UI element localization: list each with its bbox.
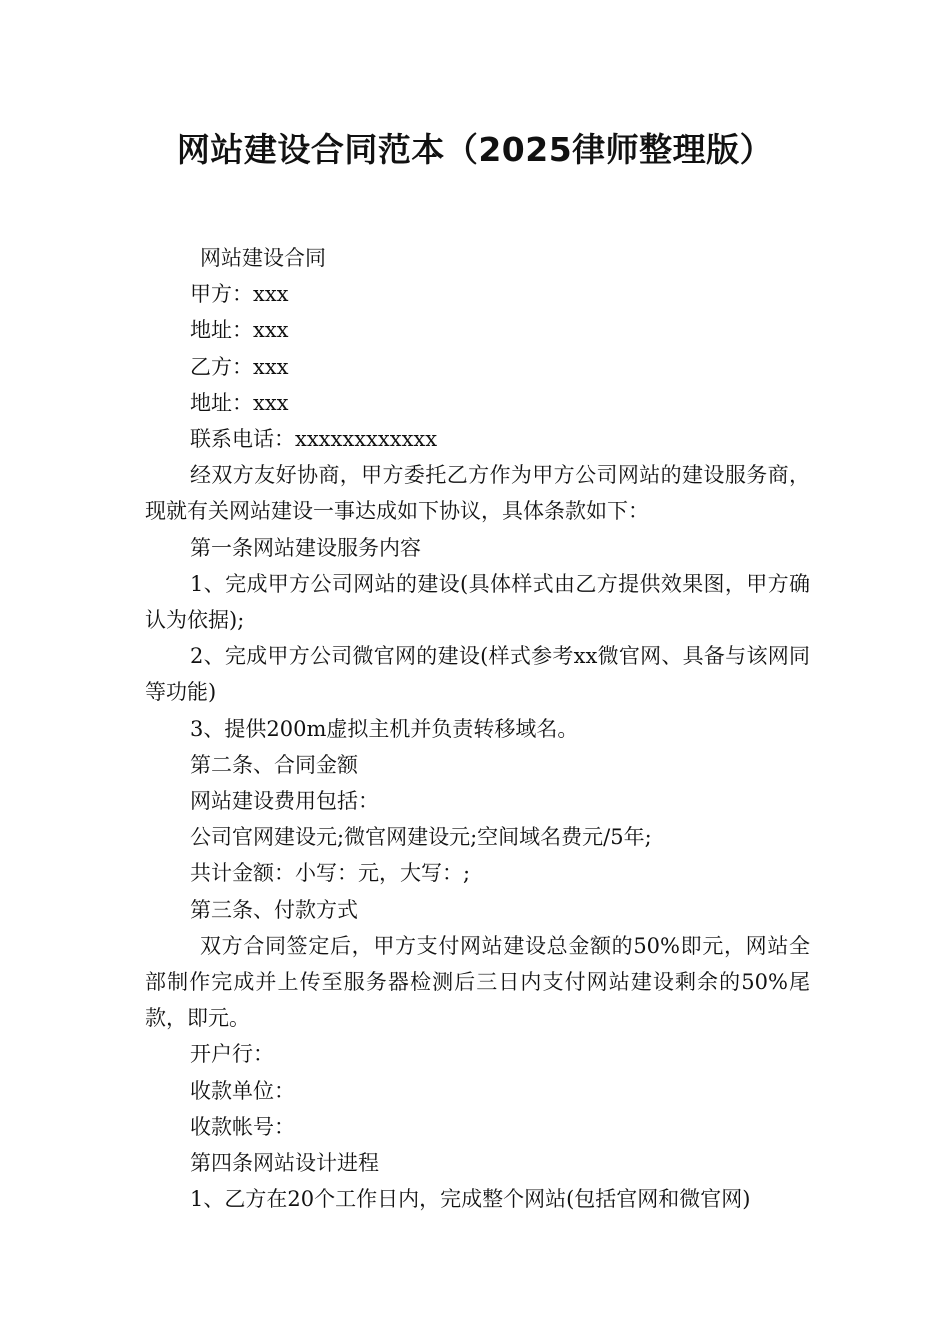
contract-heading: 网站建设合同 xyxy=(200,246,326,270)
article-4-item-1: 1、乙方在20个工作日内，完成整个网站(包括官网和微官网) xyxy=(190,1187,751,1212)
article-1-heading: 第一条网站建设服务内容 xyxy=(190,535,421,560)
fee-breakdown: 公司官网建设元;微官网建设元;空间域名费元/5年; xyxy=(190,825,652,850)
payee-account: 收款帐号： xyxy=(190,1114,295,1139)
bank-name: 开户行： xyxy=(190,1042,274,1067)
article-3-heading: 第三条、付款方式 xyxy=(190,897,358,922)
party-b: 乙方：xxx xyxy=(190,354,289,379)
payee-unit: 收款单位： xyxy=(190,1078,295,1103)
article-1-item-3: 3、提供200m虚拟主机并负责转移域名。 xyxy=(190,716,579,741)
document-body xyxy=(145,240,810,1217)
contact-phone: 联系电话：xxxxxxxxxxxx xyxy=(190,427,438,452)
article-1-item-2: 2、完成甲方公司微官网的建设(样式参考xx微官网、具备与该网同等功能) xyxy=(145,644,810,705)
preamble-paragraph: 经双方友好协商，甲方委托乙方作为甲方公司网站的建设服务商，现就有关网站建设一事达成如下协议，具体条款如下： xyxy=(145,463,810,524)
party-a-address: 地址：xxx xyxy=(190,318,289,343)
fee-total: 共计金额：小写：元，大写：; xyxy=(190,861,471,886)
fee-intro: 网站建设费用包括： xyxy=(190,789,379,814)
article-4-heading: 第四条网站设计进程 xyxy=(190,1151,379,1176)
article-1-item-1: 1、完成甲方公司网站的建设(具体样式由乙方提供效果图，甲方确认为依据); xyxy=(145,571,810,633)
party-a: 甲方：xxx xyxy=(190,282,289,307)
article-2-heading: 第二条、合同金额 xyxy=(190,752,358,777)
payment-terms-paragraph: 双方合同签定后，甲方支付网站建设总金额的50%即元，网站全部制作完成并上传至服务器检测后三日内支付网站建设剩余的50%尾款，即元。 xyxy=(145,933,810,1031)
party-b-address: 地址：xxx xyxy=(190,390,289,415)
document-title: 网站建设合同范本（2025律师整理版） xyxy=(176,130,774,169)
